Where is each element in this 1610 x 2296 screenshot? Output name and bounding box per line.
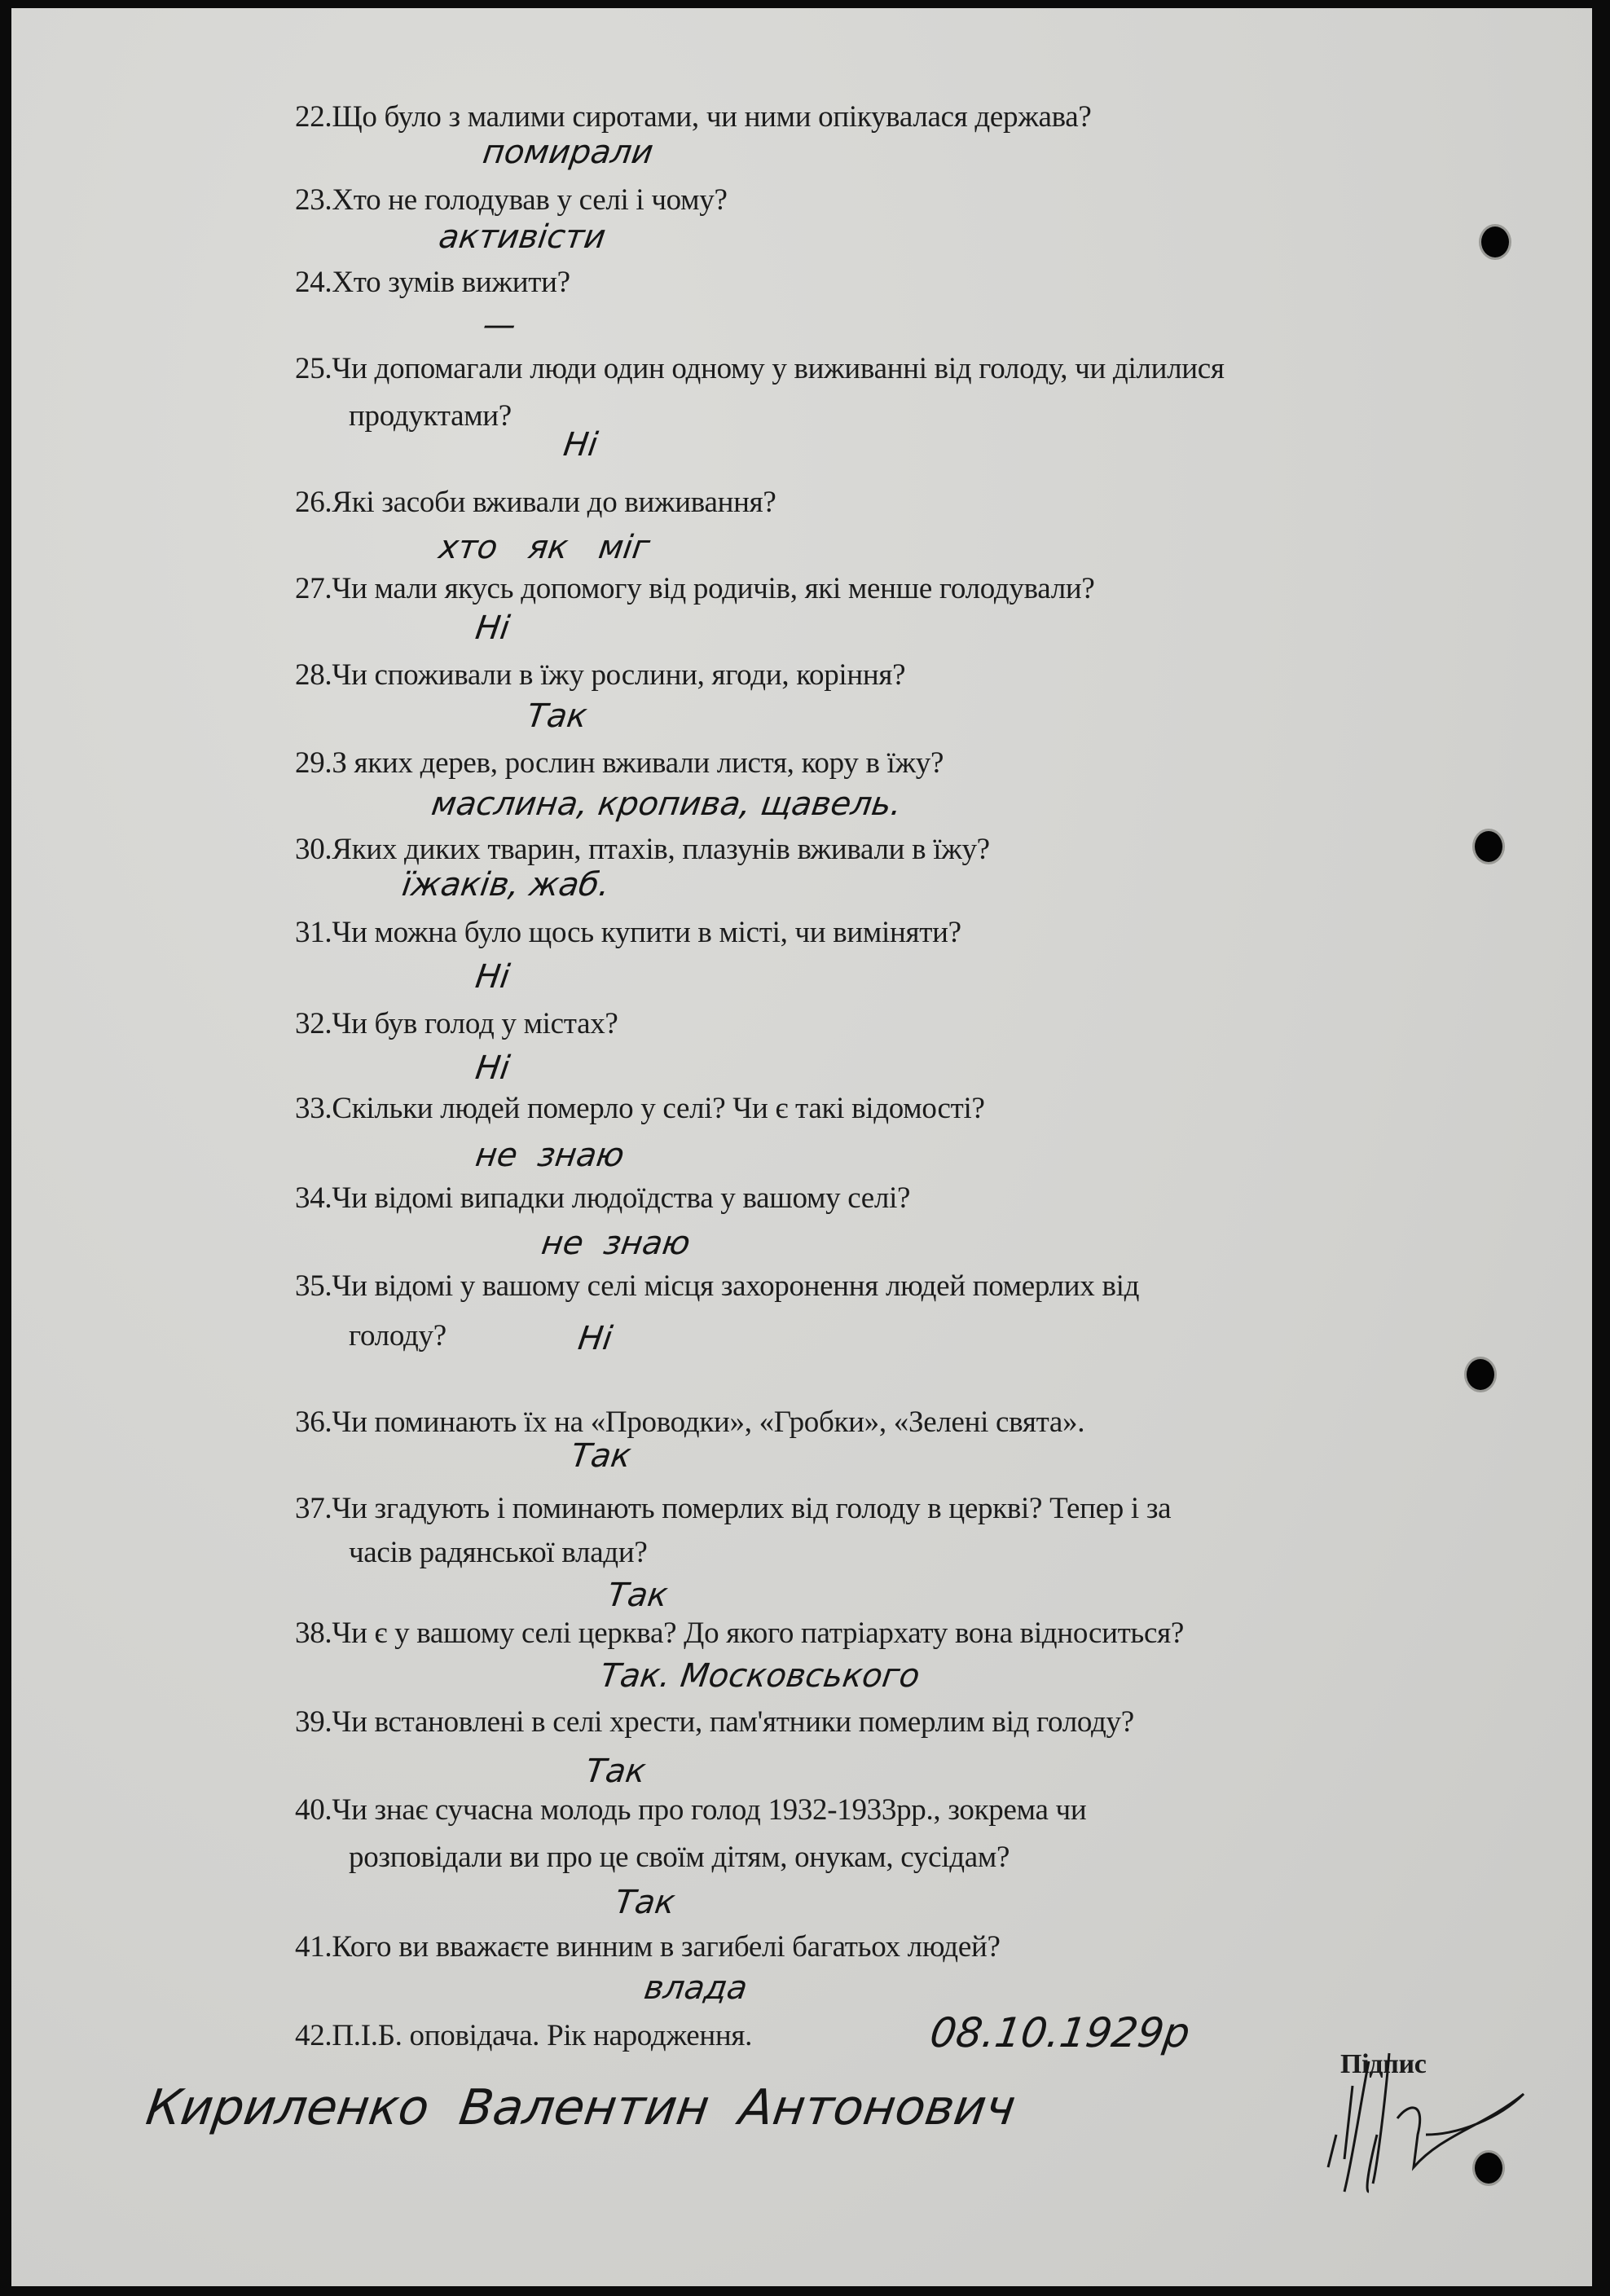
handwritten-answer: Ні [473,609,512,647]
handwritten-answer: не знаю [539,1225,693,1262]
question-text-continuation: розповідали ви про це своїм дітям, онукам, сусідам? [349,1841,1010,1874]
signature-label: Підпис [1340,2049,1427,2079]
punch-hole [1481,227,1509,257]
handwritten-answer: Так. Московського [597,1657,922,1695]
question-text-continuation: голоду? [349,1319,446,1353]
handwritten-answer: Ні [473,958,512,996]
handwritten-answer: Так [583,1753,649,1790]
handwritten-answer: активісти [436,218,609,256]
question-text: 24.Хто зумів вижити? [295,266,570,299]
question-text: 29.З яких дерев, рослин вживали листя, кору в їжу? [295,746,944,780]
question-text: 42.П.І.Б. оповідача. Рік народження. [295,2019,753,2052]
question-text: 22.Що було з малими сиротами, чи ними опікувалася держава? [295,100,1092,134]
handwritten-answer: не знаю [473,1137,627,1174]
question-text: 25.Чи допомагали люди один одному у виживанні від голоду, чи ділилися [295,352,1225,385]
question-text: 34.Чи відомі випадки людоїдства у вашому селі? [295,1181,911,1215]
signature-scribble [1320,2037,1548,2200]
handwritten-answer: хто як міг [436,529,653,566]
question-text: 39.Чи встановлені в селі хрести, пам'ятники померлим від голоду? [295,1705,1134,1739]
question-text: 38.Чи є у вашому селі церква? До якого патріархату вона відноситься? [295,1616,1184,1650]
handwritten-answer: — [480,306,519,344]
question-text: 37.Чи згадують і поминають померлих від голоду в церкві? Тепер і за [295,1492,1172,1525]
question-text: 30.Яких диких тварин, птахів, плазунів вживали в їжу? [295,833,990,866]
handwritten-answer: їжаків, жаб. [399,866,613,904]
question-text: 35.Чи відомі у вашому селі місця захоронення людей померлих від [295,1269,1140,1303]
punch-hole [1475,2153,1502,2184]
punch-hole [1475,831,1502,862]
birth-date: 08.10.1929р [926,2009,1194,2056]
question-text: 26.Які засоби вживали до виживання? [295,486,776,519]
handwritten-answer: Ні [575,1320,615,1357]
question-text: 33.Скільки людей померло у селі? Чи є такі відомості? [295,1092,985,1125]
handwritten-answer: влада [641,1969,750,2007]
handwritten-answer: Так [605,1577,671,1614]
handwritten-answer: Ні [561,426,600,464]
question-text-continuation: продуктами? [349,399,512,433]
handwritten-answer: маслина, кропива, щавель. [429,785,904,823]
question-text: 32.Чи був голод у містах? [295,1007,618,1040]
question-text: 31.Чи можна було щось купити в місті, чи виміняти? [295,916,961,949]
question-text: 41.Кого ви вважаєте винним в загибелі багатьох людей? [295,1930,1001,1964]
question-text: 27.Чи мали якусь допомогу від родичів, які менше голодували? [295,572,1095,605]
question-text-continuation: часів радянської влади? [349,1536,648,1569]
handwritten-answer: Так [524,697,590,735]
narrator-name: Кириленко Валентин Антонович [143,2079,1019,2136]
question-text: 36.Чи поминають їх на «Проводки», «Гробки», «Зелені свята». [295,1405,1085,1439]
question-text: 23.Хто не голодував у селі і чому? [295,183,728,217]
handwritten-answer: Так [568,1437,634,1475]
question-text: 28.Чи споживали в їжу рослини, ягоди, коріння? [295,658,906,692]
handwritten-answer: Ні [473,1049,512,1087]
punch-hole [1467,1359,1494,1390]
handwritten-answer: Так [612,1884,678,1921]
question-text: 40.Чи знає сучасна молодь про голод 1932-1933рр., зокрема чи [295,1793,1087,1827]
handwritten-answer: помирали [480,134,656,171]
